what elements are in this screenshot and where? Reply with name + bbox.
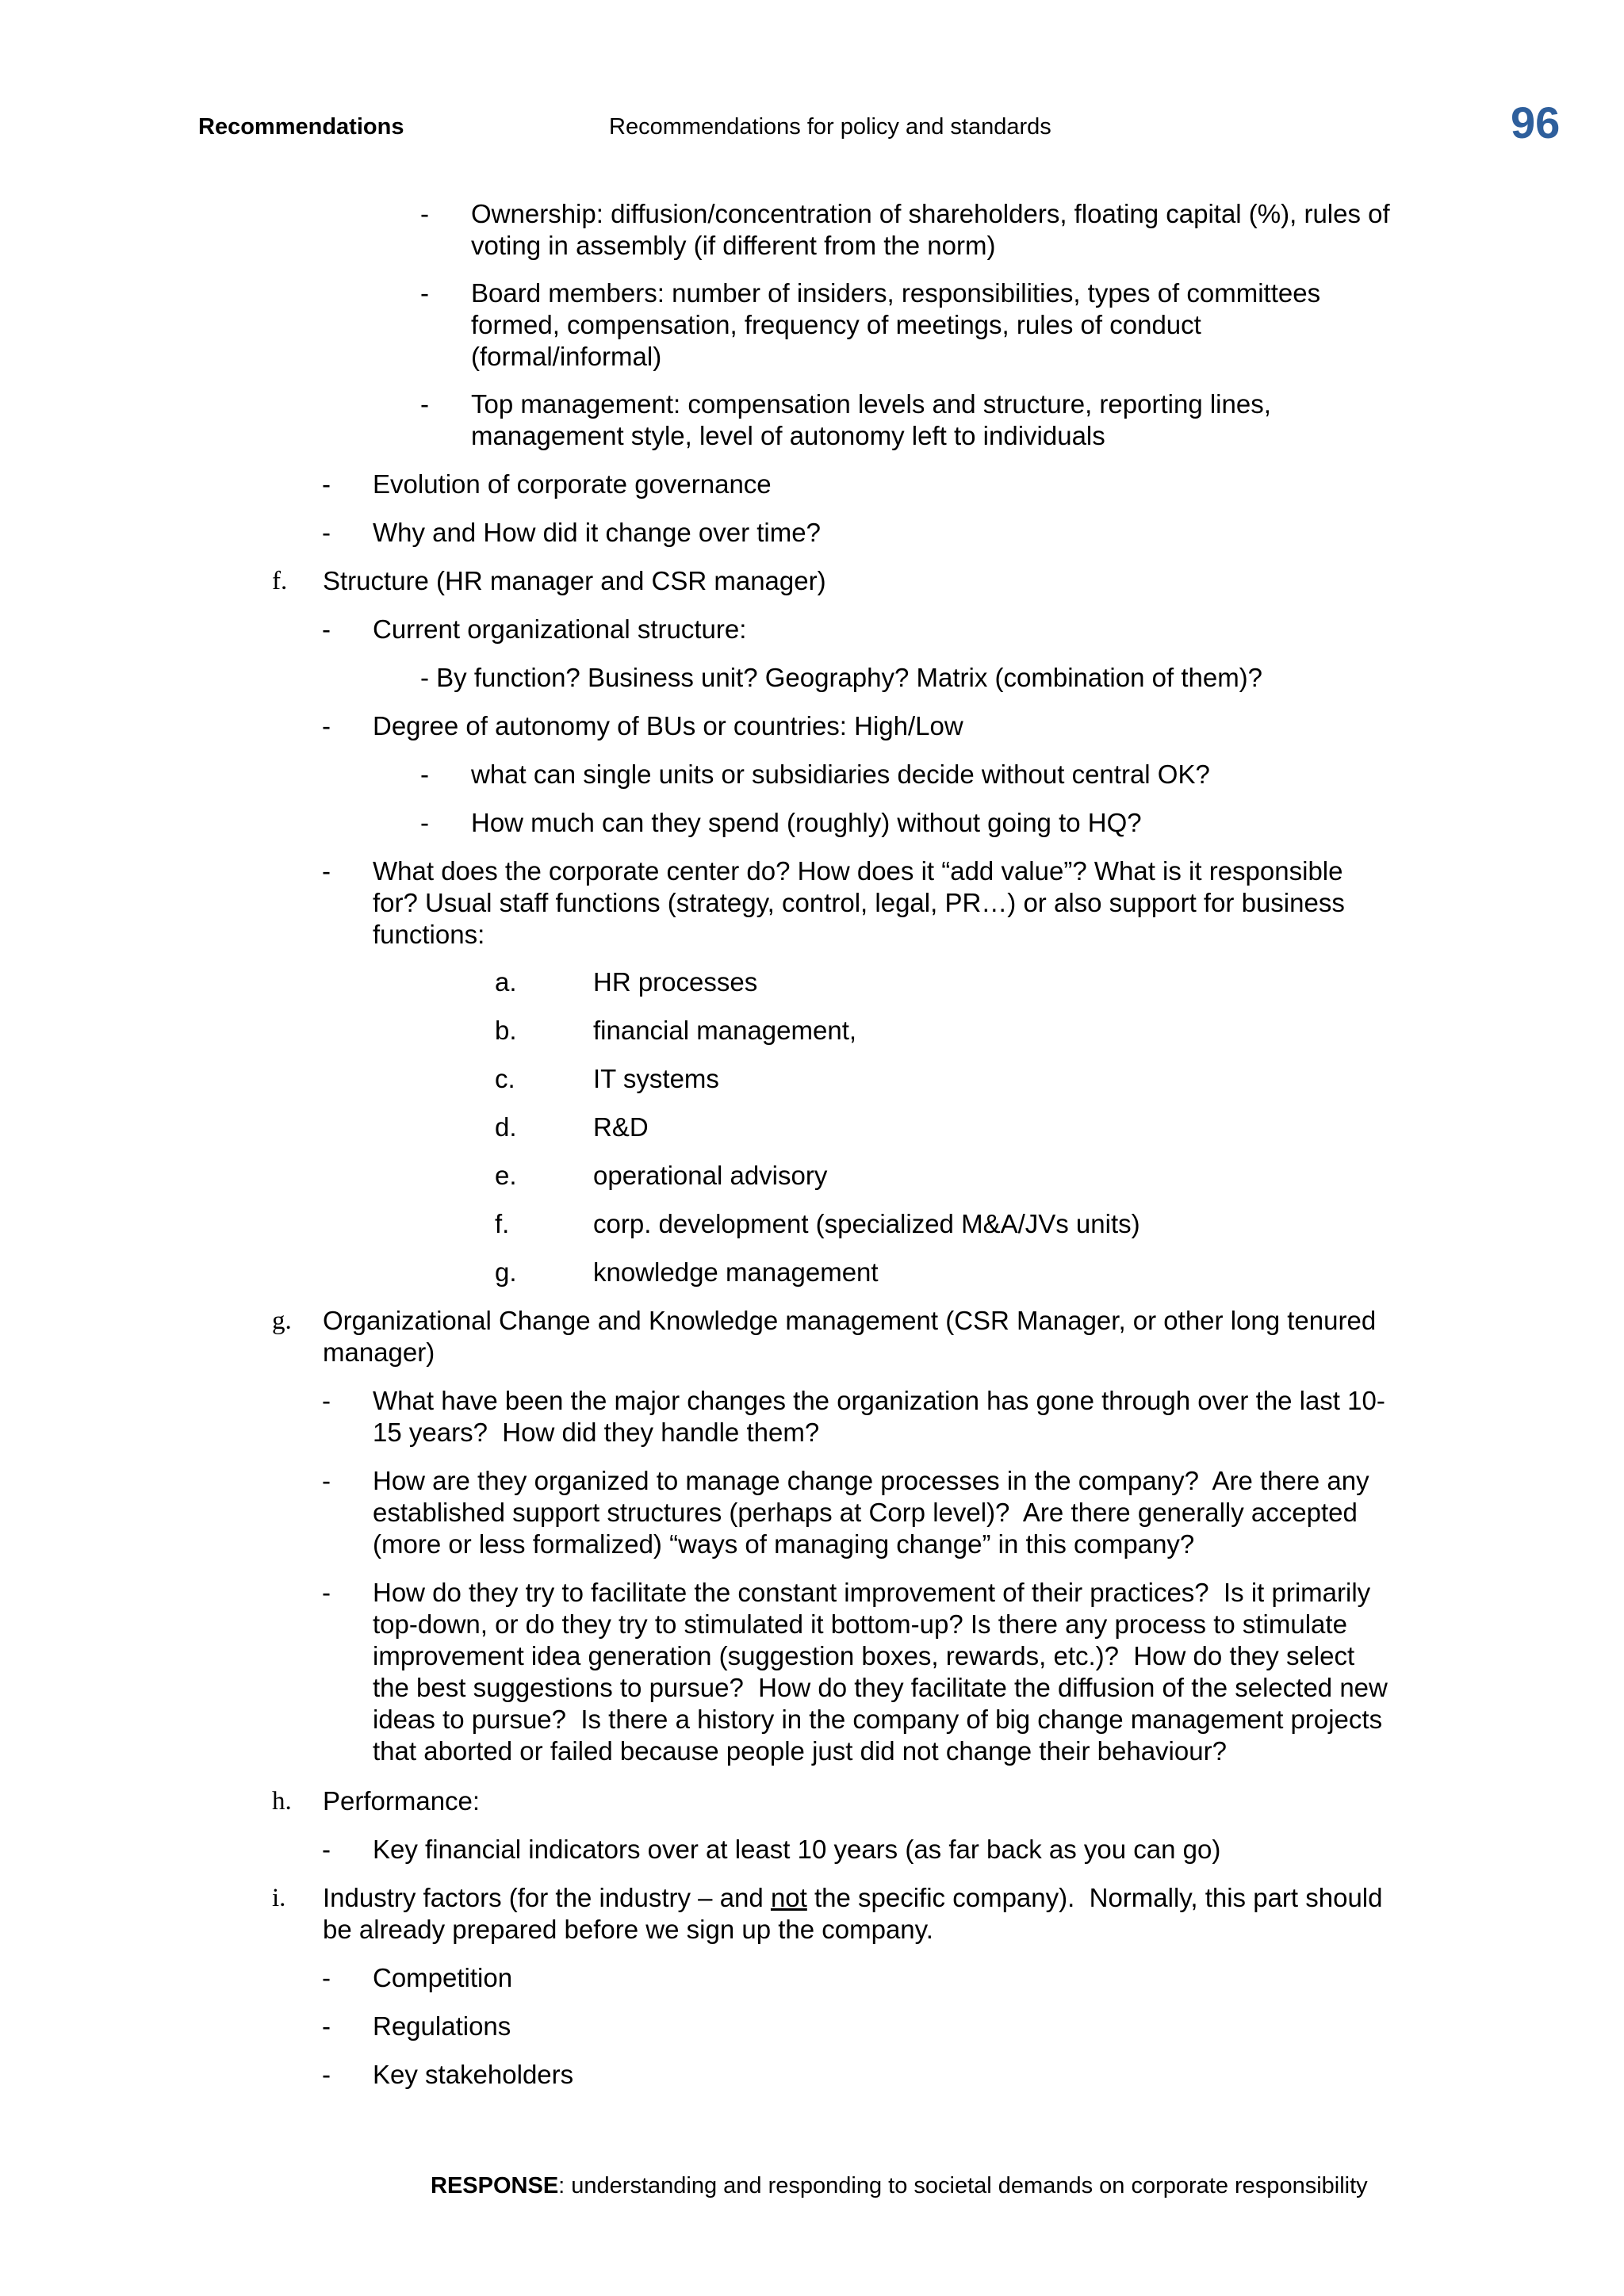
list-item-text: (formal/informal) <box>471 342 662 371</box>
list-item-text: that aborted or failed because people just did not change their behaviour? <box>373 1736 1227 1766</box>
section-heading: be already prepared before we sign up the company. <box>323 1915 933 1944</box>
letter-marker: c. <box>495 1064 515 1093</box>
letter-marker: e. <box>495 1161 517 1190</box>
dash-marker: - <box>322 518 331 547</box>
letter-marker: b. <box>495 1016 517 1045</box>
list-item-text: formed, compensation, frequency of meetings, rules of conduct <box>471 310 1201 339</box>
running-header-section: Recommendations <box>198 114 404 140</box>
list-item-text: How much can they spend (roughly) without going to HQ? <box>471 808 1142 837</box>
footer-tagline: : understanding and responding to societal demands on corporate responsibility <box>558 2173 1368 2198</box>
list-item-text: the best suggestions to pursue? How do they facilitate the diffusion of the selected new <box>373 1673 1388 1702</box>
list-item-text: functions: <box>373 920 485 949</box>
list-item-text: What does the corporate center do? How does it “add value”? What is it responsible <box>373 856 1343 886</box>
dash-marker: - <box>420 808 429 837</box>
list-item-text: Key financial indicators over at least 10 years (as far back as you can go) <box>373 1835 1221 1864</box>
dash-marker: - <box>322 1466 331 1495</box>
dash-marker: - <box>322 856 331 886</box>
dash-marker: - <box>322 1386 331 1415</box>
list-item-text: improvement idea generation (suggestion boxes, rewards, etc.)? How do they select <box>373 1641 1355 1670</box>
list-item-text: Current organizational structure: <box>373 614 747 644</box>
dash-marker: - <box>420 760 429 789</box>
page-footer <box>431 2172 1368 2200</box>
list-item-text: What have been the major changes the organization has gone through over the last 10- <box>373 1386 1385 1415</box>
list-item-text: Board members: number of insiders, responsibilities, types of committees <box>471 278 1321 308</box>
dash-marker: - <box>322 711 331 740</box>
letter-marker: g. <box>495 1257 517 1287</box>
section-heading: Structure (HR manager and CSR manager) <box>323 566 826 595</box>
section-heading: manager) <box>323 1337 435 1367</box>
dash-marker: - <box>322 469 331 499</box>
dash-marker: - <box>420 278 429 308</box>
function-text: corp. development (specialized M&A/JVs units) <box>593 1209 1140 1238</box>
list-item-text: How are they organized to manage change processes in the company? Are there any <box>373 1466 1369 1495</box>
function-text: R&D <box>593 1112 649 1142</box>
list-item-text: Ownership: diffusion/concentration of shareholders, floating capital (%), rules of <box>471 199 1390 228</box>
text-segment: the specific company). Normally, this part should <box>806 1883 1383 1912</box>
letter-marker: a. <box>495 967 517 997</box>
dash-marker: - <box>322 1578 331 1607</box>
dash-marker: - <box>420 389 429 419</box>
letter-marker: d. <box>495 1112 517 1142</box>
list-item-text: management style, level of autonomy left to individuals <box>471 421 1105 450</box>
letter-marker: g. <box>272 1307 292 1335</box>
letter-marker: f. <box>272 567 288 595</box>
letter-marker: i. <box>272 1884 286 1912</box>
letter-marker: h. <box>272 1787 292 1816</box>
dash-marker: - <box>322 1835 331 1864</box>
list-item-text: Competition <box>373 1963 513 1992</box>
dash-marker: - <box>322 614 331 644</box>
dash-marker: - <box>322 2011 331 2041</box>
running-header-title: Recommendations for policy and standards <box>609 114 1051 140</box>
text-segment: Industry factors (for the industry – and <box>323 1883 771 1912</box>
section-heading: Organizational Change and Knowledge management (CSR Manager, or other long tenured <box>323 1306 1377 1335</box>
section-heading <box>323 1882 1383 1914</box>
list-item-text: ideas to pursue? Is there a history in the company of big change management projects <box>373 1705 1383 1734</box>
list-item-text: for? Usual staff functions (strategy, control, legal, PR…) or also support for business <box>373 888 1345 917</box>
function-text: knowledge management <box>593 1257 879 1287</box>
function-text: HR processes <box>593 967 758 997</box>
list-item-text: 15 years? How did they handle them? <box>373 1418 820 1447</box>
list-item-text: (more or less formalized) “ways of managing change” in this company? <box>373 1529 1195 1559</box>
list-item-text: Key stakeholders <box>373 2060 574 2089</box>
section-heading: Performance: <box>323 1786 481 1816</box>
list-item-text: Evolution of corporate governance <box>373 469 772 499</box>
list-item-text: what can single units or subsidiaries decide without central OK? <box>471 760 1210 789</box>
dash-marker: - <box>322 1963 331 1992</box>
list-item-text: established support structures (perhaps at Corp level)? Are there generally accepted <box>373 1498 1358 1527</box>
function-text: IT systems <box>593 1064 719 1093</box>
function-text: financial management, <box>593 1016 857 1045</box>
list-item-text: - By function? Business unit? Geography? Matrix (combination of them)? <box>420 663 1263 692</box>
list-item-text: Why and How did it change over time? <box>373 518 821 547</box>
list-item-text: voting in assembly (if different from the norm) <box>471 231 996 260</box>
dash-marker: - <box>420 199 429 228</box>
list-item-text: Regulations <box>373 2011 511 2041</box>
dash-marker: - <box>322 2060 331 2089</box>
list-item-text: top-down, or do they try to stimulated it bottom-up? Is there any process to stimulate <box>373 1609 1347 1639</box>
list-item-text: How do they try to facilitate the constant improvement of their practices? Is it primarily <box>373 1578 1371 1607</box>
page-number: 96 <box>1511 98 1561 147</box>
letter-marker: f. <box>495 1209 510 1238</box>
underlined-word: not <box>770 1883 807 1912</box>
list-item-text: Top management: compensation levels and structure, reporting lines, <box>471 389 1271 419</box>
footer-project-name: RESPONSE <box>431 2173 559 2198</box>
list-item-text: Degree of autonomy of BUs or countries: High/Low <box>373 711 963 740</box>
function-text: operational advisory <box>593 1161 828 1190</box>
